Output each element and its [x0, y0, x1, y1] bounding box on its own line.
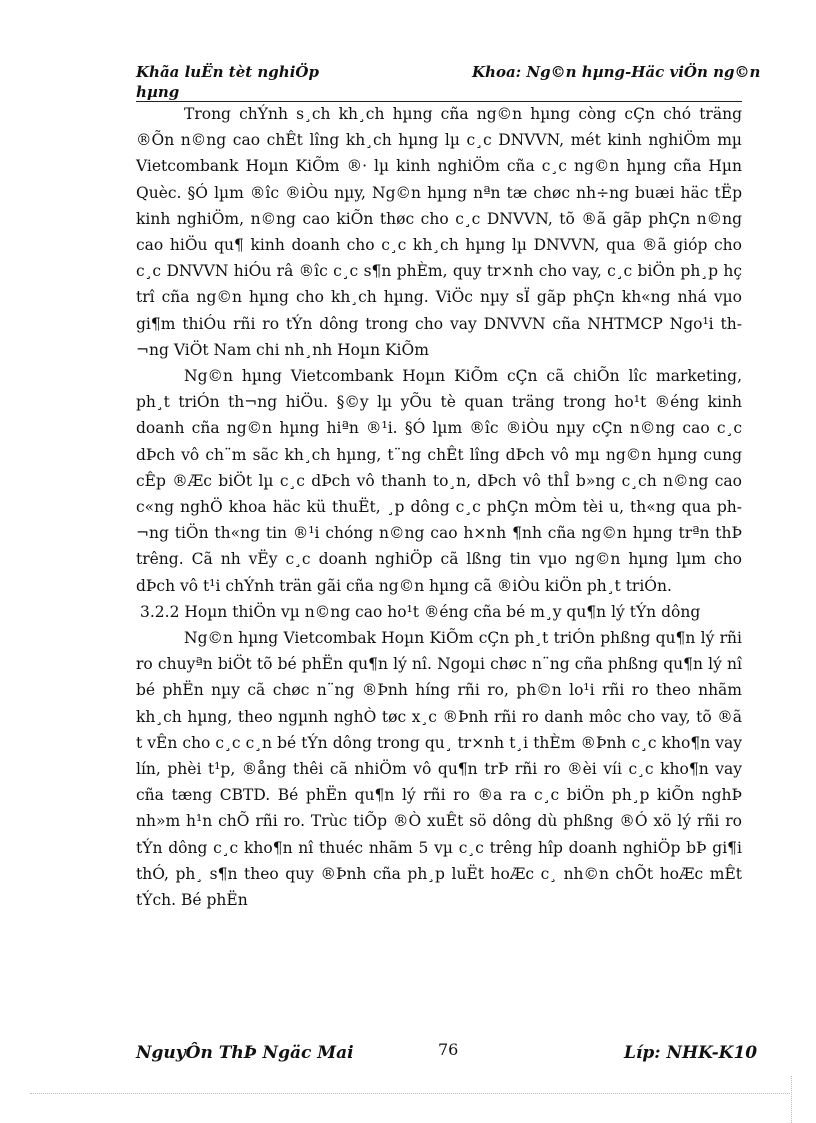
- footer-author: NguyÔn ThÞ Ngäc Mai: [136, 1043, 354, 1063]
- header-thesis-title-line1: Khãa luËn tèt nghiÖp: [136, 63, 319, 81]
- header-faculty: Khoa: Ng©n hµng-Häc viÖn ng©n: [472, 63, 761, 81]
- page-boundary-vertical: [791, 1076, 792, 1123]
- paragraph-2: Ng©n hµng Vietcombank Hoµn KiÕm cÇn cã chiÕn lîc marketing, ph¸t triÓn th¬ng hiÖu. §©y lµ yÕu tè quan träng trong ho¹t ®éng kinh doanh cña ng©n hµng hiªn ®¹i. §Ó lµm ®îc ®iÒu nµy cÇn n©ng cao c¸c dÞch vô ch¨m sãc kh¸ch hµng, t¨ng chÊt lîng dÞch vô mµ ng©n hµng cung cÊp ®Æc biÖt lµ c¸c dÞch vô thanh to¸n, dÞch vô thÎ b»ng c¸ch n©ng cao c«ng nghÖ khoa häc kü thuËt, ¸p dông c¸c phÇn mÒm tèi u, th«ng qua ph¬ng tiÖn th«ng tin ®¹i chóng n©ng cao h×nh ¶nh cña ng©n hµng trªn thÞ trêng. Cã nh vËy c¸c doanh nghiÖp cã lßng tin vµo ng©n hµng lµm cho dÞch vô t¹i chÝnh trän gãi cña ng©n hµng cã ®iÒu kiÖn ph¸t triÓn.: [136, 367, 742, 595]
- section-subheading: 3.2.2 Hoµn thiÖn vµ n©ng cao ho¹t ®éng cña bé m¸y qu¶n lý tÝn dông: [140, 602, 701, 621]
- paragraph-1: Trong chÝnh s¸ch kh¸ch hµng cña ng©n hµng còng cÇn chó träng ®Õn n©ng cao chÊt lîng kh¸ch hµng lµ c¸c DNVVN, mét kinh nghiÖm mµ Vietcombank Hoµn KiÕm ®· lµ kinh nghiÖm cña c¸c ng©n hµng cña Hµn Quèc. §Ó lµm ®îc ®iÒu nµy, Ng©n hµng nªn tæ chøc nh÷ng buæi häc tËp kinh nghiÖm, n©ng cao kiÕn thøc cho c¸c DNVVN, tõ ®ã gãp phÇn n©ng cao hiÖu qu¶ kinh doanh cho c¸c kh¸ch hµng lµ DNVVN, qua ®ã gióp cho c¸c DNVVN hiÓu râ ®îc c¸c s¶n phÈm, quy tr×nh cho vay, c¸c biÖn ph¸p hç trî cña ng©n hµng cho kh¸ch hµng. ViÖc nµy sÏ gãp phÇn kh«ng nhá vµo gi¶m thiÓu rñi ro tÝn dông trong cho vay DNVVN cña NHTMCP Ngo¹i th¬ng ViÖt Nam chi nh¸nh Hoµn KiÕm: [136, 105, 742, 359]
- body-text: [136, 101, 742, 913]
- header-thesis-title-line2: hµng: [136, 83, 180, 101]
- page-number: 76: [438, 1040, 459, 1059]
- header-thesis-title: [136, 62, 366, 102]
- footer-class: Líp: NHK-K10: [624, 1043, 758, 1063]
- paragraph-3: Ng©n hµng Vietcombak Hoµn KiÕm cÇn ph¸t triÓn phßng qu¶n lý rñi ro chuyªn biÖt tõ bé phËn qu¶n lý nî. Ngoµi chøc n¨ng cña phßng qu¶n lý nî bé phËn nµy cã chøc n¨ng ®Þnh híng rñi ro, ph©n lo¹i rñi ro theo nhãm kh¸ch hµng, theo ngµnh nghÒ tøc x¸c ®Þnh rñi ro danh môc cho vay, tõ ®ã t vÊn cho c¸c c¸n bé tÝn dông trong qu¸ tr×nh t¸i thÈm ®Þnh c¸c kho¶n vay lín, phèi t¹p, ®ång thêi cã nhiÖm vô qu¶n trÞ rñi ro ®èi víi c¸c kho¶n vay cña tæng CBTD. Bé phËn qu¶n lý rñi ro ®a ra c¸c biÖn ph¸p kiÕn nghÞ nh»m h¹n chÕ rñi ro. Trùc tiÕp ®Ò xuÊt sö dông dù phßng ®Ó xö lý rñi ro tÝn dông c¸c kho¶n nî thuéc nhãm 5 vµ c¸c trêng hîp doanh nghiÖp bÞ gi¶i thÓ, ph¸ s¶n theo quy ®Þnh cña ph¸p luËt hoÆc c¸ nh©n chÕt hoÆc mÊt tÝch. Bé phËn: [136, 629, 742, 910]
- page-boundary-horizontal: [30, 1093, 790, 1094]
